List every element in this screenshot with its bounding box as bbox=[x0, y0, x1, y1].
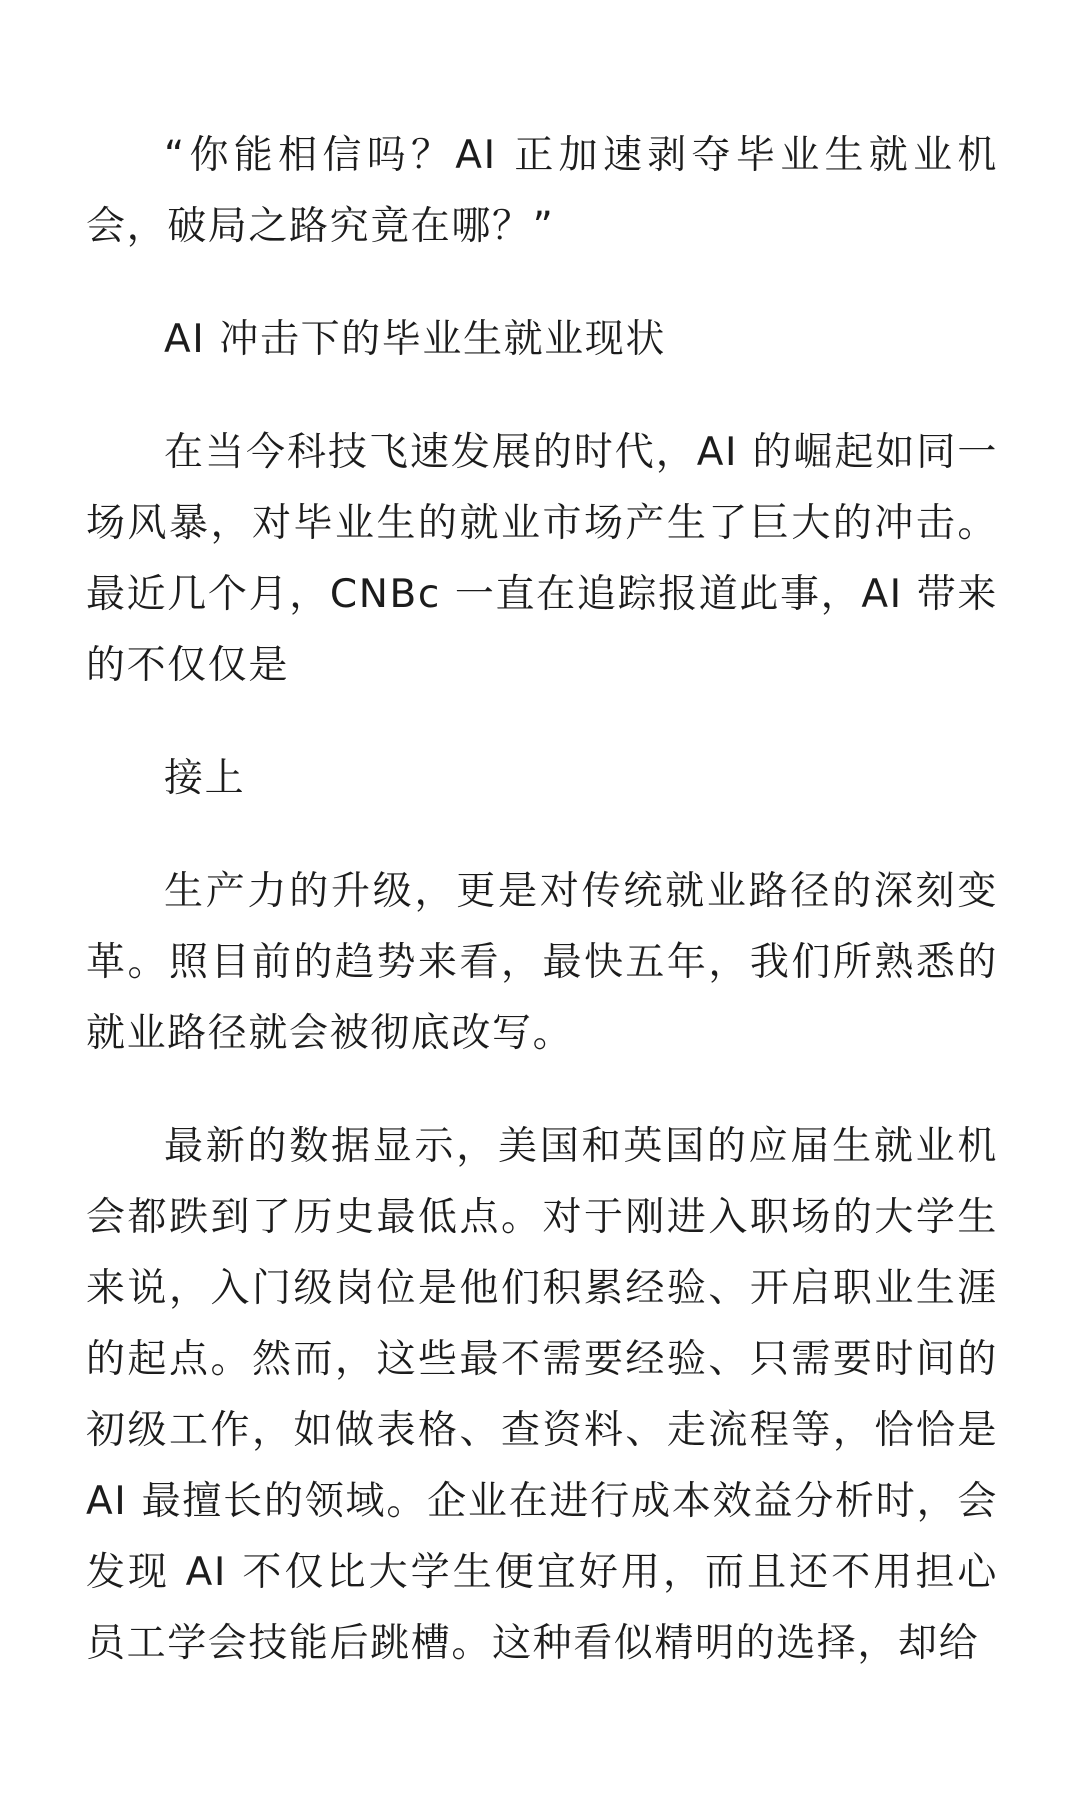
paragraph-employment-data: 最新的数据显示，美国和英国的应届生就业机会都跌到了历史最低点。对于刚进入职场的大学生来说，入门级岗位是他们积累经验、开启职业生涯的起点。然而，这些最不需要经验、只需要时间的初级工作，如做表格、查资料、走流程等，恰恰是AI 最擅长的领域。企业在进行成本效益分析时，会发现 AI 不仅比大学生便宜好用，而且还不用担心员工学会技能后跳槽。这种看似精明的选择，却给 bbox=[86, 1124, 998, 1666]
paragraph-ai-impact: 在当今科技飞速发展的时代，AI 的崛起如同一场风暴，对毕业生的就业市场产生了巨大的冲击。最近几个月，CNBc 一直在追踪报道此事，AI 带来的不仅仅是 bbox=[86, 430, 998, 688]
paragraph-career-path: 生产力的升级，更是对传统就业路径的深刻变革。照目前的趋势来看，最快五年，我们所熟悉的就业路径就会被彻底改写。 bbox=[86, 869, 998, 1056]
continuation-marker: 接上 bbox=[164, 756, 246, 801]
article-body bbox=[86, 120, 998, 1679]
section-heading: AI 冲击下的毕业生就业现状 bbox=[164, 317, 666, 362]
intro-quote: “你能相信吗？AI 正加速剥夺毕业生就业机会，破局之路究竟在哪？” bbox=[86, 133, 998, 249]
